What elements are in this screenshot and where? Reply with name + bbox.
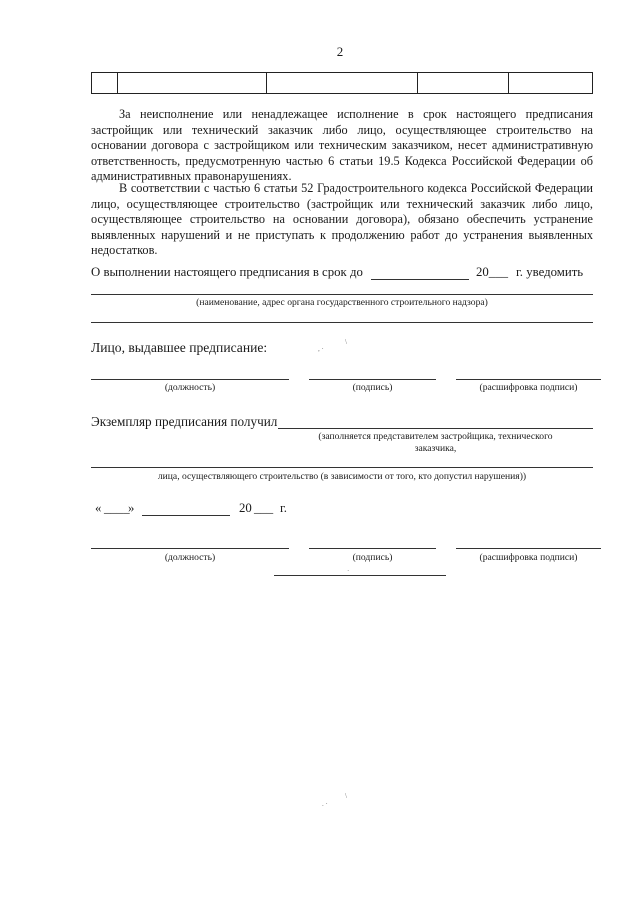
date-year-prefix: 20 [239,501,252,515]
deadline-date-field[interactable] [371,279,469,280]
scan-speck: · [347,567,350,575]
receiver-name-field[interactable] [278,428,593,429]
signature-caption: (подпись) [352,552,393,563]
table-cell-divider [117,73,118,93]
notify-prefix: О выполнении настоящего предписания в срок до [91,265,363,279]
decoding-caption: (расшифровка подписи) [479,552,578,563]
position-caption: (должность) [164,382,216,393]
date-close-quote: » [128,501,135,515]
date-day-field[interactable]: ____ [104,501,130,515]
receiver-label: Экземпляр предписания получил [91,414,278,429]
organ-caption: (наименование, адрес органа государственного строительного надзора) [196,297,488,308]
decoding-caption: (расшифровка подписи) [479,382,578,393]
scan-speck: \ [345,792,347,800]
paragraph-text: За неисполнение или ненадлежащее исполнение в срок настоящего предписания застройщик или технический заказчик либо лицо, осуществляющее строительство на основании договора с застройщиком или техническим заказчиком, несет административную ответственность, предусмотренную частью 6 статьи 19.5 Кодекса Российской Федерации об административных правонарушениях. [91,107,593,184]
table-cell-divider [417,73,418,93]
issuer-decoding-field[interactable] [456,379,601,380]
issuer-signature-field[interactable] [309,379,436,380]
filled-by-caption: заказчика, [414,443,457,454]
scan-speck: , · [318,345,324,353]
organ-address-field[interactable] [91,322,593,323]
notify-year: 20___ [476,265,508,279]
scan-speck: . · [322,800,328,808]
table-cell-divider [266,73,267,93]
issuer-label: Лицо, выдавшее предписание: [91,340,268,355]
date-open-quote: « [95,501,102,515]
receiver-decoding-field[interactable] [456,548,601,549]
signature-caption: (подпись) [352,382,393,393]
receiver-position-field[interactable] [91,548,289,549]
date-month-field[interactable] [142,515,230,516]
table-row [91,72,593,94]
scan-speck: \ [345,338,347,346]
filled-by-caption: (заполняется представителем застройщика, технического [318,431,553,442]
paragraph-text: В соответствии с частью 6 статьи 52 Градостроительного кодекса Российской Федерации лицо, осуществляющее строительство (застройщик или технический заказчик либо лицо, осуществляющее строительство на основании договора), обязано обеспечить устранение выявленных нарушений и не приступать к продолжению работ до устранения выявленных недостатков. [91,181,593,258]
date-year-suffix: г. [280,501,288,515]
organ-name-field[interactable] [91,294,593,295]
obligation-paragraph [91,181,593,259]
bottom-signature-line[interactable] [274,575,446,576]
receiver-signature-field[interactable] [309,548,436,549]
page-number: 2 [336,44,344,59]
responsibility-paragraph [91,107,593,185]
issuer-position-field[interactable] [91,379,289,380]
notify-suffix: г. уведомить [516,265,584,279]
receiver-org-field[interactable] [91,467,593,468]
date-year-field[interactable]: ___ [254,501,274,515]
builder-note-caption: лица, осуществляющего строительство (в зависимости от того, кто допустил нарушения)) [157,471,527,482]
position-caption: (должность) [164,552,216,563]
table-cell-divider [508,73,509,93]
